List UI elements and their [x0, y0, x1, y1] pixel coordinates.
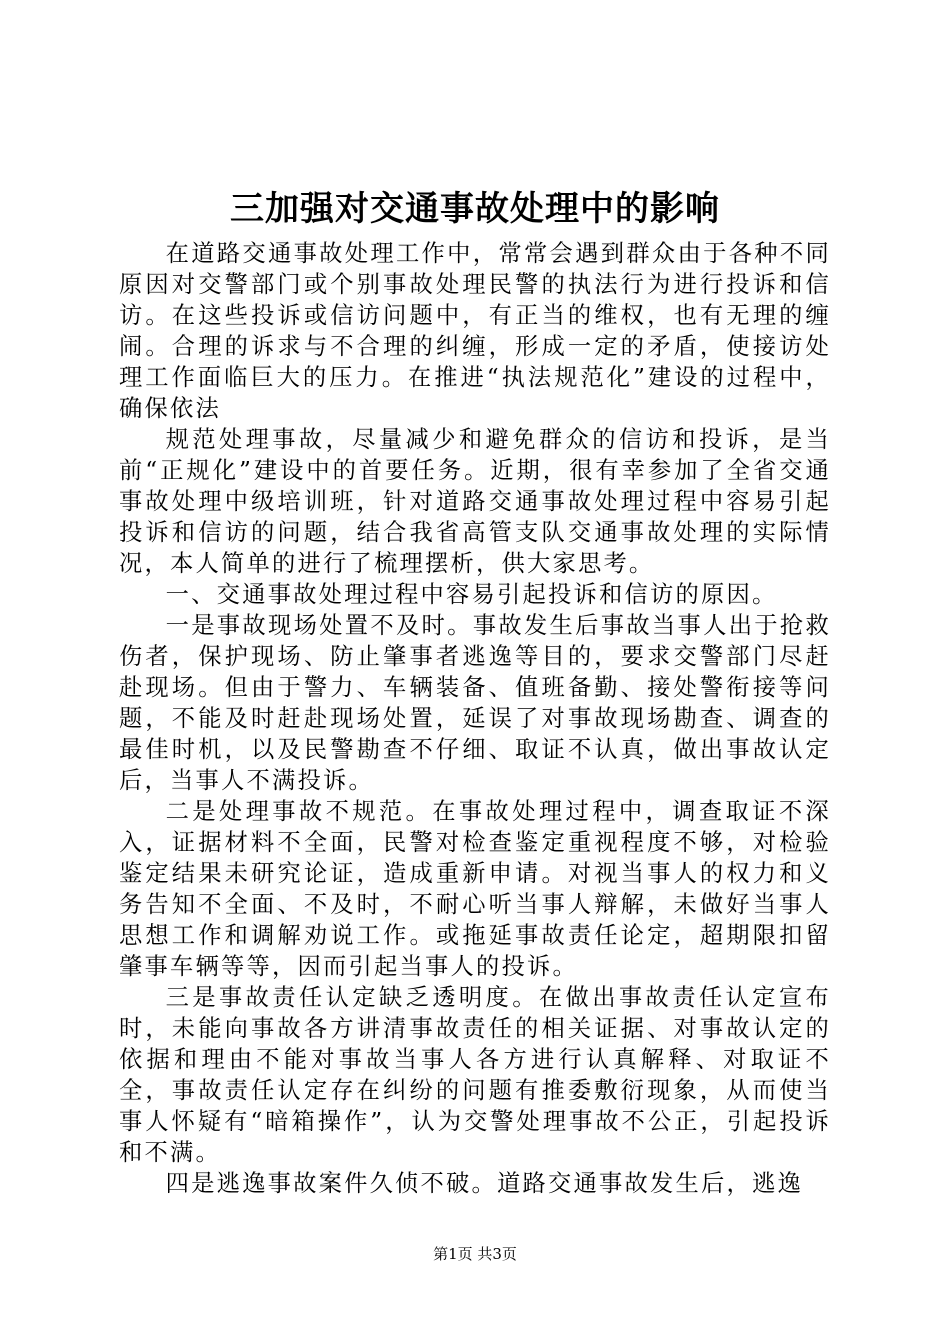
paragraph-2: 规范处理事故，尽量减少和避免群众的信访和投诉，是当前“正规化”建设中的首要任务。近期，很有幸参加了全省交通事故处理中级培训班，针对道路交通事故处理过程中容易引起投诉和信访的问题，结合我省高管支队交通事故处理的实际情况，本人简单的进行了梳理摆析，供大家思考。	[119, 426, 831, 577]
paragraph-7: 四是逃逸事故案件久侦不破。道路交通事故发生后，逃逸	[165, 1170, 804, 1197]
paragraph-5: 二是处理事故不规范。在事故处理过程中，调查取证不深入，证据材料不全面，民警对检查鉴定重视程度不够，对检验鉴定结果未研究论证，造成重新申请。对视当事人的权力和义务告知不全面、不及时，不耐心听当事人辩解，未做好当事人思想工作和调解劝说工作。或拖延事故责任论定，超期限扣留肇事车辆等等，因而引起当事人的投诉。	[119, 798, 831, 980]
paragraph-4: 一是事故现场处置不及时。事故发生后事故当事人出于抢救伤者，保护现场、防止肇事者逃逸等目的，要求交警部门尽赶赴现场。但由于警力、车辆装备、值班备勤、接处警衔接等问题，不能及时赶赴现场处置，延误了对事故现场勘查、调查的最佳时机，以及民警勘查不仔细、取证不认真，做出事故认定后，当事人不满投诉。	[119, 612, 831, 794]
paragraph-1: 在道路交通事故处理工作中，常常会遇到群众由于各种不同原因对交警部门或个别事故处理民警的执法行为进行投诉和信访。在这些投诉或信访问题中，有正当的维权，也有无理的缠闹。合理的诉求与不合理的纠缠，形成一定的矛盾，使接访处理工作面临巨大的压力。在推进“执法规范化”建设的过程中，确保依法	[119, 240, 831, 422]
paragraph-3: 一、交通事故处理过程中容易引起投诉和信访的原因。	[165, 581, 778, 608]
document-title: 三加强对交通事故处理中的影响	[230, 189, 720, 229]
page-footer: 第1页 共3页	[433, 1245, 517, 1263]
document-body	[119, 238, 831, 1199]
paragraph-6: 三是事故责任认定缺乏透明度。在做出事故责任认定宣布时，未能向事故各方讲清事故责任的相关证据、对事故认定的依据和理由不能对事故当事人各方进行认真解释、对取证不全，事故责任认定存在纠纷的问题有推委敷衍现象，从而使当事人怀疑有“暗箱操作”，认为交警处理事故不公正，引起投诉和不满。	[119, 984, 831, 1166]
